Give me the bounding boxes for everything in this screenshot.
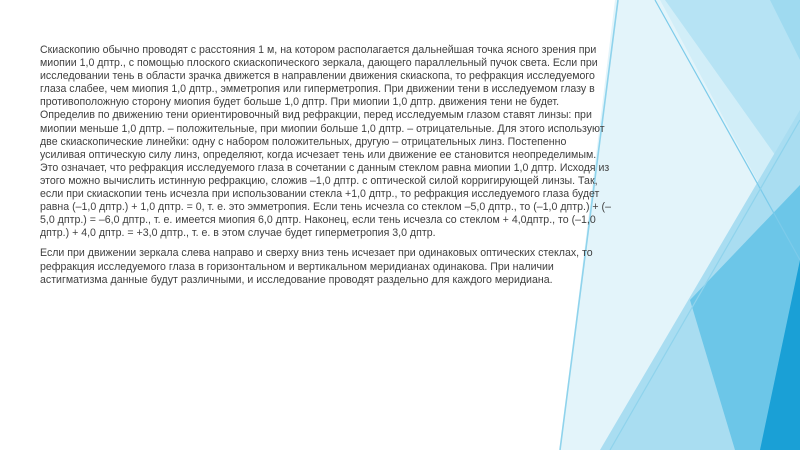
- paragraph-1: Скиаскопию обычно проводят с расстояния 1 м, на котором располагается дальнейшая точка ясного зрения при миопии 1,0 дптр., с помощью плоского скиаскопического зеркала, дающего параллельный пучок света. Если при исследовании тень в области зрачка движется в направлении движения скиаскопа, то рефракция исследуемого глаза слабее, чем миопия 1,0 дптр., эмметропия или гиперметропия. При движении тени в исследуемом глазу в противоположную сторону миопия будет больше 1,0 дптр. При миопии 1,0 дптр. движения тени не будет. Определив по движению тени ориентировочный вид рефракции, перед исследуемым глазом ставят линзы: при миопии меньше 1,0 дптр. – положительные, при миопии больше 1,0 дптр. – отрицательные. Для этого используют две скиаскопические линейки: одну с набором положительных, другую – отрицательных линз. Постепенно усиливая оптическую силу линз, определяют, когда исчезает тень или движение ее становится неопределимым. Это означает, что рефракция исследуемого глаза в сочетании с данным стеклом равна миопии 1,0 дптр. Исходя из этого можно вычислить истинную рефракцию, сложив –1,0 дптр. с оптической силой корригирующей линзы. Так, если при скиаскопии тень исчезла при использовании стекла +1,0 дптр., то рефракция исследуемого глаза будет равна (–1,0 дптр.) + 1,0 дптр. = 0, т. е. это эмметропия. Если тень исчезла со стеклом –5,0 дптр., то (–1,0 дптр.) + (–5,0 дптр.) = –6,0 дптр., т. е. имеется миопия 6,0 дптр. Наконец, если тень исчезла со стеклом + 4,0дптр., то (–1,0 дптр.) + 4,0 дптр. = +3,0 дптр., т. е. в этом случае будет гиперметропия 3,0 дптр.: [40, 44, 611, 240]
- slide-text-body: [40, 44, 612, 294]
- paragraph-2: Если при движении зеркала слева направо и сверху вниз тень исчезает при одинаковых оптических стеклах, то рефракция исследуемого глаза в горизонтальном и вертикальном меридианах одинакова. При наличии астигматизма данные будут различными, и исследование проводят раздельно для каждого меридиана.: [40, 247, 593, 286]
